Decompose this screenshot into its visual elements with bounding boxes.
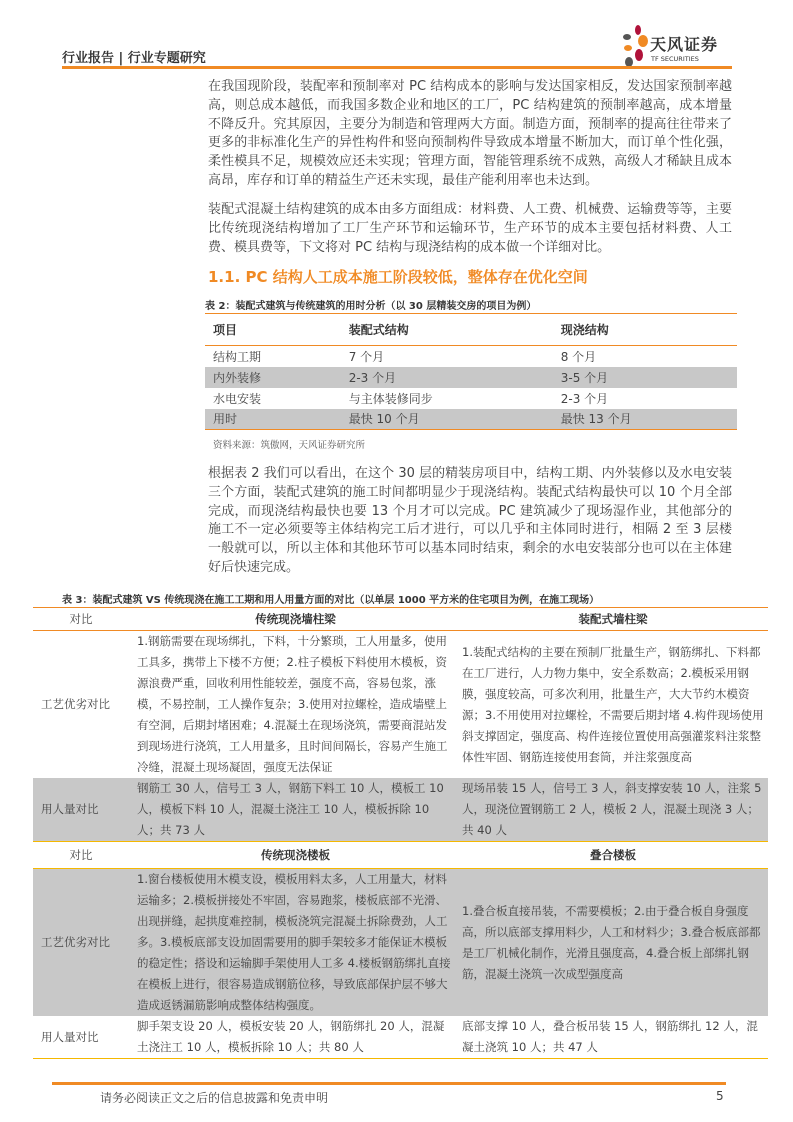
cell: 钢筋工 30 人，信号工 3 人，钢筋下料工 10 人，模板工 10 人，模板下料 10 人，混凝土浇注工 10 人，模板拆除 10 人；共 73 人 <box>133 778 458 842</box>
page-number: 5 <box>716 1089 724 1103</box>
table-row <box>205 388 737 409</box>
table-header-row <box>33 842 768 869</box>
cell: 工艺优劣对比 <box>33 869 133 1017</box>
cell: 2-3 个月 <box>341 367 553 388</box>
table-row <box>205 409 737 430</box>
header-cell: 对比 <box>33 608 133 631</box>
table2-caption: 表 2：装配式建筑与传统建筑的用时分析（以 30 层精装交房的项目为例） <box>205 301 537 312</box>
cell: 1.钢筋需要在现场绑扎，下料，十分繁琐，工人用量多，使用工具多，携带上下楼不方便；2.柱子模板下料使用木模板，资源浪费严重，回收利用性能较差，强度不高，容易包浆，涨模，不易控制，工人操作复杂；3.使用对拉螺栓，造成墙壁上有空洞，后期封堵困难；4.混凝土在现场浇筑，需要商混站发到现场进行浇筑，工人用量多，且时间间隔长，容易产生施工冷缝，混凝土现场凝固，强度无法保证 <box>137 634 448 774</box>
cell: 1.叠合板直接吊装，不需要模板；2.由于叠合板自身强度高，所以底部支撑用料少，人工和材料少；3.叠合板底部都是工厂机械化制作，光滑且强度高，4.叠合板上部绑扎钢筋，混凝土浇筑一次成型强度高 <box>458 869 768 1017</box>
table-header-row <box>205 314 737 346</box>
cell: 结构工期 <box>213 349 262 364</box>
table-row <box>33 1016 768 1059</box>
cell: 现场吊装 15 人，信号工 3 人，斜支撑安装 10 人，注浆 5 人，现浇位置钢筋工 2 人，模板 2 人，混凝土现浇 3 人；共 40 人 <box>458 778 768 842</box>
cell: 用人量对比 <box>33 778 133 842</box>
cell: 1.窗台楼板使用木模支设，模板用料太多，人工用量大，材料运输多；2.模板拼接处不牢固，容易跑浆，楼板底部不光滑、出现拼缝，起拱度难控制，模板浇筑完混凝土拆除费劲，人工多。3.模板底部支设加固需要用的脚手架较多才能保证木模板的稳定性；搭设和运输脚手架使用人工多 4.楼板钢筋绑扎直接在模板上进行，很容易造成钢筋位移，导致底部保护层不够大造成返锈漏筋影响成整体结构强度。 <box>133 869 458 1017</box>
cell: 用人量对比 <box>33 1016 133 1059</box>
cell: 1.装配式结构的主要在预制厂批量生产，钢筋绑扎、下料都在工厂进行，人力物力集中，安全系数高；2.模板采用钢膜，强度较高，可多次利用，批量生产，大大节约木模资源；3.不用使用对拉螺栓，不需要后期封堵 4.构件现场使用斜支撑固定，强度高、构件连接位置使用高强灌浆料注浆整体性牢固、钢筋连接使用套筒，并注浆强度高 <box>462 644 764 764</box>
table-row <box>33 631 768 779</box>
table2-source: 资料来源：筑傲网，天风证券研究所 <box>213 440 366 451</box>
cell: 与主体装修同步 <box>348 391 433 406</box>
cell: 8 个月 <box>560 349 597 364</box>
cell: 脚手架支设 20 人，模板安装 20 人，钢筋绑扎 20 人，混凝土浇注工 10 人，模板拆除 10 人；共 80 人 <box>133 1016 458 1059</box>
table-header-row <box>33 608 768 631</box>
cell: 工艺优劣对比 <box>41 697 110 711</box>
paragraph-1: 在我国现阶段，装配率和预制率对 PC 结构成本的影响与发达国家相反，发达国家预制率越高，则总成本越低，而我国多数企业和地区的工厂，PC 结构建筑的预制率越高，成本增量不降反升。究其原因，主要分为制造和管理两大方面。制造方面，预制率的提高往往带来了更多的非标准化生产的异性构件和竖向预制构件导致成本增量不断加大，而订单个性化强，柔性模具不足，规模效应还未实现；管理方面，智能管理系统不成熟，高级人才稀缺且成本高昂，库存和订单的精益生产还未实现，最佳产能利用率也未达到。 <box>208 79 732 188</box>
tf-securities-logo: 天风证券 TF SECURITIES <box>622 24 734 70</box>
cell: 最快 10 个月 <box>341 409 553 430</box>
paragraph-3: 根据表 2 我们可以看出，在这个 30 层的精装房项目中，结构工期、内外装修以及水电安装三个方面，装配式建筑的施工时间都明显少于现浇结构。装配式结构最快可以 10 个月全部完成，而现浇结构最快也要 13 个月才可以完成。PC 建筑减少了现场湿作业，其他部分的施工不一定必须要等主体结构完工后才进行，可以几乎和主体同时进行，相隔 2 至 3 层楼一般就可以，所以主体和其他环节可以基本同时结束，剩余的水电安装部分也可以在主体建好后快速完成。 <box>208 466 732 575</box>
header-cell: 项目 <box>205 314 341 346</box>
flower-logo-icon <box>622 24 650 70</box>
header-divider <box>62 66 732 69</box>
report-category: 行业报告 | 行业专题研究 <box>62 51 206 66</box>
table3-caption: 表 3：装配式建筑 VS 传统现浇在施工工期和用人用量方面的对比（以单层 1000 平方米的住宅项目为例，在施工现场） <box>62 595 600 606</box>
header-cell: 传统现浇墙柱梁 <box>133 608 458 631</box>
table-row <box>205 367 737 388</box>
table-row <box>33 778 768 842</box>
header-cell: 现浇结构 <box>553 314 737 346</box>
cell: 底部支撑 10 人，叠合板吊装 15 人，钢筋绑扎 12 人，混凝土浇筑 10 人；共 47 人 <box>458 1016 768 1059</box>
header-cell: 对比 <box>33 842 133 869</box>
paragraph-2: 装配式混凝土结构建筑的成本由多方面组成：材料费、人工费、机械费、运输费等等，主要比传统现浇结构增加了工厂生产环节和运输环节，生产环节的成本主要包括材料费、人工费、模具费等，下文将对 PC 结构与现浇结构的成本做一个详细对比。 <box>208 202 732 255</box>
header-cell: 叠合楼板 <box>458 842 768 869</box>
header-cell: 装配式结构 <box>341 314 553 346</box>
section-heading: 1.1. PC 结构人工成本施工阶段较低，整体存在优化空间 <box>208 268 588 286</box>
header-cell: 传统现浇楼板 <box>133 842 458 869</box>
cell: 水电安装 <box>213 391 262 406</box>
cell: 用时 <box>205 409 341 430</box>
footer-divider <box>52 1082 726 1085</box>
cell: 最快 13 个月 <box>553 409 737 430</box>
cell: 内外装修 <box>205 367 341 388</box>
table2 <box>205 313 737 430</box>
header-cell: 装配式墙柱梁 <box>458 608 768 631</box>
table-row <box>205 346 737 367</box>
cell: 7 个月 <box>348 349 385 364</box>
table-row <box>33 869 768 1017</box>
table3 <box>33 607 768 1059</box>
cell: 3-5 个月 <box>553 367 737 388</box>
footer-disclaimer: 请务必阅读正文之后的信息披露和免责申明 <box>100 1091 329 1105</box>
cell: 2-3 个月 <box>560 391 609 406</box>
